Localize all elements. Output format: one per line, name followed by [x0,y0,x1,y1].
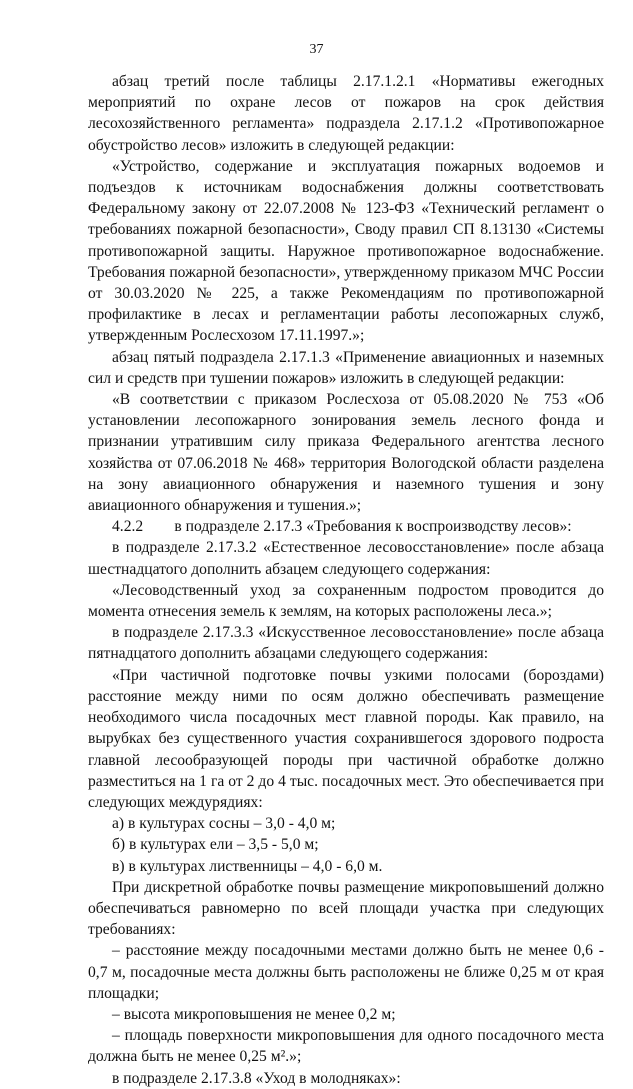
page-number: 37 [309,42,324,57]
requirement-height: – высота микроповышения не менее 0,2 м; [112,1005,396,1023]
list-item-pine: а) в культурах сосны – 3,0 - 4,0 м; [112,815,336,833]
requirement-distance: – расстояние между посадочными местами должно быть не менее 0,6 - 0,7 м, посадочные места должны быть расположены не ближе 0,25 м от края площадки; [88,942,604,1002]
paragraph-amendment-intro-2: абзац пятый подраздела 2.17.1.3 «Применение авиационных и наземных сил и средств при тушении пожаров» изложить в следующей редакции: [88,348,604,387]
paragraph-amendment-intro-4: в подразделе 2.17.3.3 «Искусственное лесовосстановление» после абзаца пятнадцатого дополнить абзацами следующего содержания: [88,624,604,663]
paragraph-discrete-treatment: При дискретной обработке почвы размещение микроповышений должно обеспечиваться равномерно по всей площади участка при следующих требованиях: [88,878,604,939]
paragraph-section-4-2-2: 4.2.2 в подразделе 2.17.3 «Требования к воспроизводству лесов»: [112,518,572,536]
document-body [88,71,604,1089]
paragraph-quote-zoning: «В соответствии с приказом Рослесхоза от 05.08.2020 № 753 «Об установлении лесопожарного зонирования земель лесного фонда и признании утратившим силу приказа Федерального агентства лесного хозяйства от 07.06.2018 № 468» территория Вологодской области разделена на зону авиационного обнаружения и наземного тушения и зону авиационного обнаружения и тушения.»; [88,391,604,515]
paragraph-amendment-intro-3: в подразделе 2.17.3.2 «Естественное лесовосстановление» после абзаца шестнадцатого дополнить абзацем следующего содержания: [88,539,604,578]
paragraph-quote-soil-preparation: «При частичной подготовке почвы узкими полосами (бороздами) расстояние между ними по осям должно обеспечивать размещение необходимого числа посадочных мест главной породы. Как правило, на вырубках без существенного участия сохранившегося здорового подроста главной лесообразующей породы при частичной обработке должно разместиться на 1 га от 2 до 4 тыс. посадочных мест. Это обеспечивается при следующих междурядиях: [88,666,604,811]
requirement-area: – площадь поверхности микроповышения для одного посадочного места должна быть не менее 0,25 м².»; [88,1027,604,1066]
paragraph-section-2-17-3-8: в подразделе 2.17.3.8 «Уход в молодняках»: [112,1069,401,1087]
paragraph-amendment-intro-1: абзац третий после таблицы 2.17.1.2.1 «Нормативы ежегодных мероприятий по охране лесов от пожаров на срок действия лесохозяйственного регламента» подраздела 2.17.1.2 «Противопожарное обустройство лесов» изложить в следующей редакции: [88,73,604,154]
paragraph-quote-undergrowth: «Лесоводственный уход за сохраненным подростом проводится до момента отнесения земель к землям, на которых расположены леса.»; [88,581,604,621]
list-item-spruce: б) в культурах ели – 3,5 - 5,0 м; [112,836,319,854]
paragraph-quote-water-supply: «Устройство, содержание и эксплуатация пожарных водоемов и подъездов к источникам водоснабжения должны соответствовать Федеральному закону от 22.07.2008 № 123-ФЗ «Технический регламент о требованиях пожарной безопасности», Своду правил СП 8.13130 «Системы противопожарной защиты. Наружное противопожарное водоснабжение. Требования пожарной безопасности», утвержденному приказом МЧС России от 30.03.2020 № 225, а также Рекомендациям по противопожарной профилактике в лесах и регламентации работы лесопожарных служб, утвержденным Рослесхозом 17.11.1997.»; [88,157,604,345]
list-item-larch: в) в культурах лиственницы – 4,0 - 6,0 м. [112,857,383,875]
